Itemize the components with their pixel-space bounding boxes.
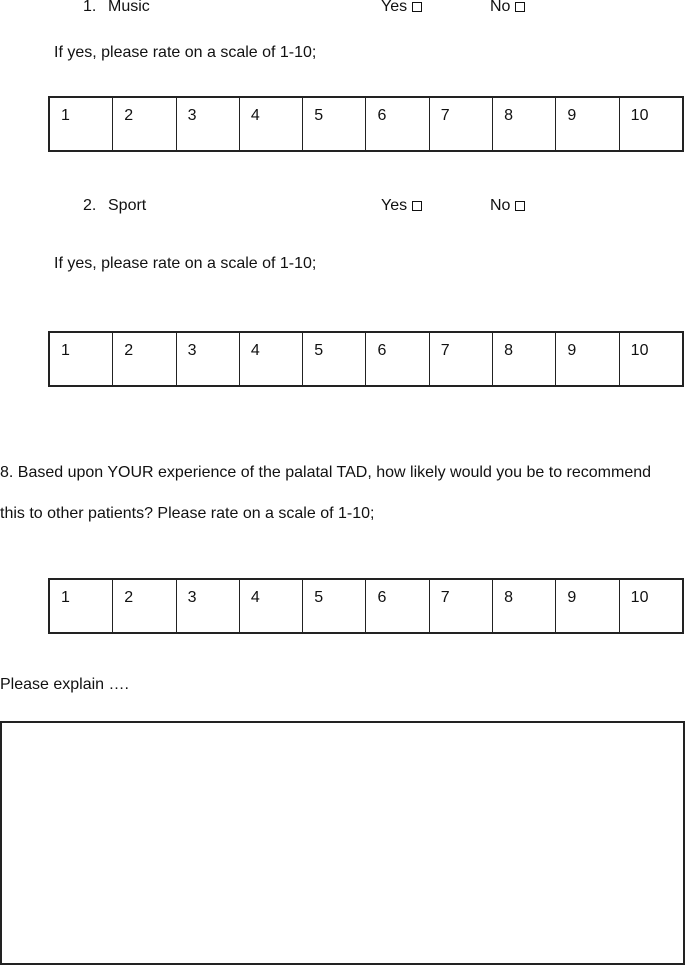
rating-cell[interactable]: 4	[240, 333, 303, 385]
yes-option[interactable]	[381, 0, 422, 16]
explain-textbox[interactable]	[0, 721, 685, 965]
rating-cell[interactable]: 6	[366, 98, 429, 150]
rating-cell[interactable]: 7	[430, 98, 493, 150]
yes-checkbox[interactable]	[412, 2, 422, 12]
rating-cell[interactable]: 2	[113, 98, 176, 150]
yes-label: Yes	[381, 0, 408, 15]
rating-cell[interactable]: 5	[303, 333, 366, 385]
question-8-line1: 8. Based upon YOUR experience of the palatal TAD, how likely would you be to recommend	[0, 464, 652, 481]
rating-cell[interactable]: 8	[493, 580, 556, 632]
rating-cell[interactable]: 3	[177, 98, 240, 150]
no-checkbox[interactable]	[515, 2, 525, 12]
explain-label: Please explain ….	[0, 676, 129, 693]
rating-scale-music	[48, 96, 684, 152]
question-8-line2: this to other patients? Please rate on a scale of 1-10;	[0, 505, 375, 522]
rating-cell[interactable]: 3	[177, 333, 240, 385]
rating-cell[interactable]: 9	[556, 98, 619, 150]
rating-cell[interactable]: 7	[430, 580, 493, 632]
rating-cell[interactable]: 8	[493, 98, 556, 150]
rating-cell[interactable]: 5	[303, 98, 366, 150]
rating-cell[interactable]: 4	[240, 580, 303, 632]
rating-cell[interactable]: 7	[430, 333, 493, 385]
rating-scale-recommend	[48, 578, 684, 634]
rating-prompt: If yes, please rate on a scale of 1-10;	[54, 255, 317, 272]
no-option[interactable]	[490, 0, 525, 16]
no-checkbox[interactable]	[515, 201, 525, 211]
rating-cell[interactable]: 1	[50, 98, 113, 150]
yes-checkbox[interactable]	[412, 201, 422, 211]
rating-cell[interactable]: 9	[556, 333, 619, 385]
rating-cell[interactable]: 1	[50, 333, 113, 385]
no-label: No	[490, 197, 511, 214]
rating-cell[interactable]: 10	[630, 107, 649, 124]
rating-cell[interactable]: 4	[240, 98, 303, 150]
rating-scale-sport	[48, 331, 684, 387]
rating-cell[interactable]: 2	[113, 333, 176, 385]
rating-cell[interactable]: 3	[177, 580, 240, 632]
item-number: 2.	[83, 197, 97, 214]
rating-cell[interactable]: 6	[366, 333, 429, 385]
rating-cell[interactable]: 8	[493, 333, 556, 385]
no-label: No	[490, 0, 511, 15]
rating-prompt: If yes, please rate on a scale of 1-10;	[54, 44, 317, 61]
item-label-music: Music	[108, 0, 150, 15]
item-number: 1.	[83, 0, 97, 15]
rating-cell[interactable]: 2	[113, 580, 176, 632]
rating-cell[interactable]: 5	[303, 580, 366, 632]
rating-cell[interactable]: 10	[630, 342, 649, 359]
rating-cell[interactable]: 9	[556, 580, 619, 632]
no-option[interactable]	[490, 197, 525, 215]
rating-cell[interactable]: 10	[630, 589, 649, 606]
item-label-sport: Sport	[108, 197, 147, 214]
rating-cell[interactable]: 1	[50, 580, 113, 632]
rating-cell[interactable]: 6	[366, 580, 429, 632]
yes-label: Yes	[381, 197, 408, 214]
yes-option[interactable]	[381, 197, 422, 215]
